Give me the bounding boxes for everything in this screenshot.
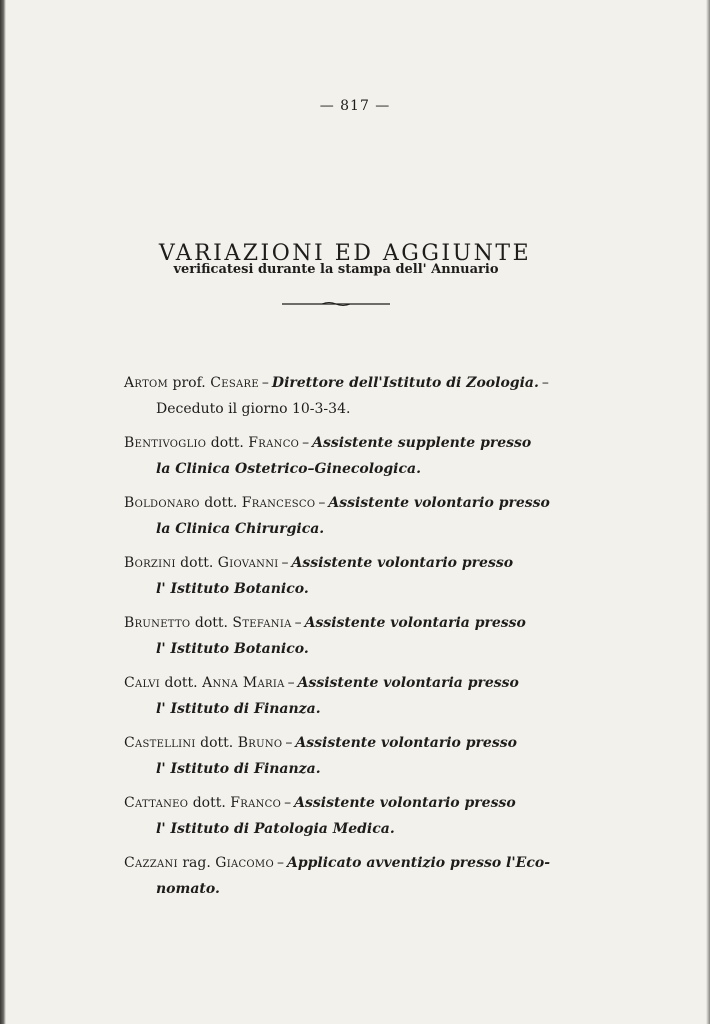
entry-list [124, 370, 564, 910]
list-item [124, 370, 564, 422]
list-item [124, 550, 564, 602]
entry-description: Assistente supplente presso [312, 435, 532, 451]
entry-academic-title: dott. [194, 615, 228, 631]
entry-surname: Cazzani [124, 855, 178, 871]
entry-surname: Cattaneo [124, 795, 189, 811]
entry-surname: Brunetto [124, 615, 191, 631]
entry-surname: Castellini [124, 735, 196, 751]
list-item [124, 850, 564, 902]
entry-continuation-text: Deceduto il giorno 10-3-34. [156, 401, 351, 417]
entry-continuation [124, 456, 564, 482]
entry-dash: – [302, 435, 310, 451]
list-item [124, 670, 564, 722]
entry-dash: – [294, 615, 302, 631]
entry-continuation [124, 756, 564, 782]
entry-description: Assistente volontario presso [295, 735, 517, 751]
entry-continuation [124, 876, 564, 902]
ornament-divider [282, 301, 390, 307]
entry-dash: – [284, 795, 292, 811]
entry-continuation-description: l' Istituto di Finanza. [156, 761, 321, 777]
entry-given-name: Franco [230, 795, 282, 811]
entry-academic-title: dott. [192, 795, 226, 811]
entry-continuation-description: la Clinica Chirurgica. [156, 521, 325, 537]
entry-surname: Bentivoglio [124, 435, 207, 451]
list-item [124, 430, 564, 482]
entry-academic-title: dott. [164, 675, 198, 691]
entry-continuation-description: l' Istituto di Patologia Medica. [156, 821, 395, 837]
entry-dash: – [318, 495, 326, 511]
entry-given-name: Bruno [237, 735, 283, 751]
entry-description: Assistente volontario presso [328, 495, 550, 511]
page-subtitle: verificatesi durante la stampa dell' Annuario [173, 262, 499, 277]
entry-given-name: Giacomo [215, 855, 274, 871]
entry-dash: – [281, 555, 289, 571]
entry-continuation-description: la Clinica Ostetrico–Ginecologica. [156, 461, 421, 477]
entry-given-name: Stefania [232, 615, 292, 631]
entry-continuation-description: l' Istituto Botanico. [156, 641, 309, 657]
entry-continuation [124, 636, 564, 662]
list-item [124, 790, 564, 842]
entry-continuation [124, 396, 564, 422]
entry-given-name: Francesco [241, 495, 316, 511]
list-item [124, 730, 564, 782]
entry-continuation-description: nomato. [156, 881, 220, 897]
entry-dash: – [261, 375, 269, 391]
entry-academic-title: rag. [182, 855, 211, 871]
entry-description: Assistente volontario presso [291, 555, 514, 571]
list-item [124, 490, 564, 542]
entry-dash: – [276, 855, 284, 871]
entry-given-name: Anna Maria [202, 675, 285, 691]
entry-given-name: Cesare [210, 375, 259, 391]
page-number: — 817 — [319, 98, 391, 114]
entry-surname: Calvi [124, 675, 161, 691]
page-title: VARIAZIONI ED AGGIUNTE [158, 240, 532, 266]
entry-continuation [124, 696, 564, 722]
entry-given-name: Franco [248, 435, 300, 451]
entry-continuation-description: l' Istituto di Finanza. [156, 701, 321, 717]
entry-dash: – [541, 375, 549, 391]
entry-continuation-description: l' Istituto Botanico. [156, 581, 309, 597]
entry-given-name: Giovanni [217, 555, 279, 571]
entry-continuation [124, 576, 564, 602]
entry-surname: Borzini [124, 555, 176, 571]
entry-continuation [124, 516, 564, 542]
entry-continuation [124, 816, 564, 842]
entry-description: Direttore dell'Istituto di Zoologia. [271, 375, 539, 391]
entry-academic-title: dott. [180, 555, 214, 571]
entry-surname: Artom [124, 375, 169, 391]
scan-left-edge [0, 0, 6, 1024]
list-item [124, 610, 564, 662]
entry-description: Assistente volontario presso [294, 795, 516, 811]
entry-academic-title: dott. [200, 735, 234, 751]
scan-right-edge [706, 0, 710, 1024]
entry-description: Assistente volontaria presso [297, 675, 519, 691]
entry-academic-title: dott. [210, 435, 244, 451]
entry-academic-title: prof. [172, 375, 206, 391]
entry-academic-title: dott. [204, 495, 238, 511]
entry-description: Applicato avventizio presso l'Eco- [286, 855, 551, 871]
entry-description: Assistente volontaria presso [304, 615, 526, 631]
entry-dash: – [285, 735, 293, 751]
entry-dash: – [287, 675, 295, 691]
entry-surname: Boldonaro [124, 495, 200, 511]
